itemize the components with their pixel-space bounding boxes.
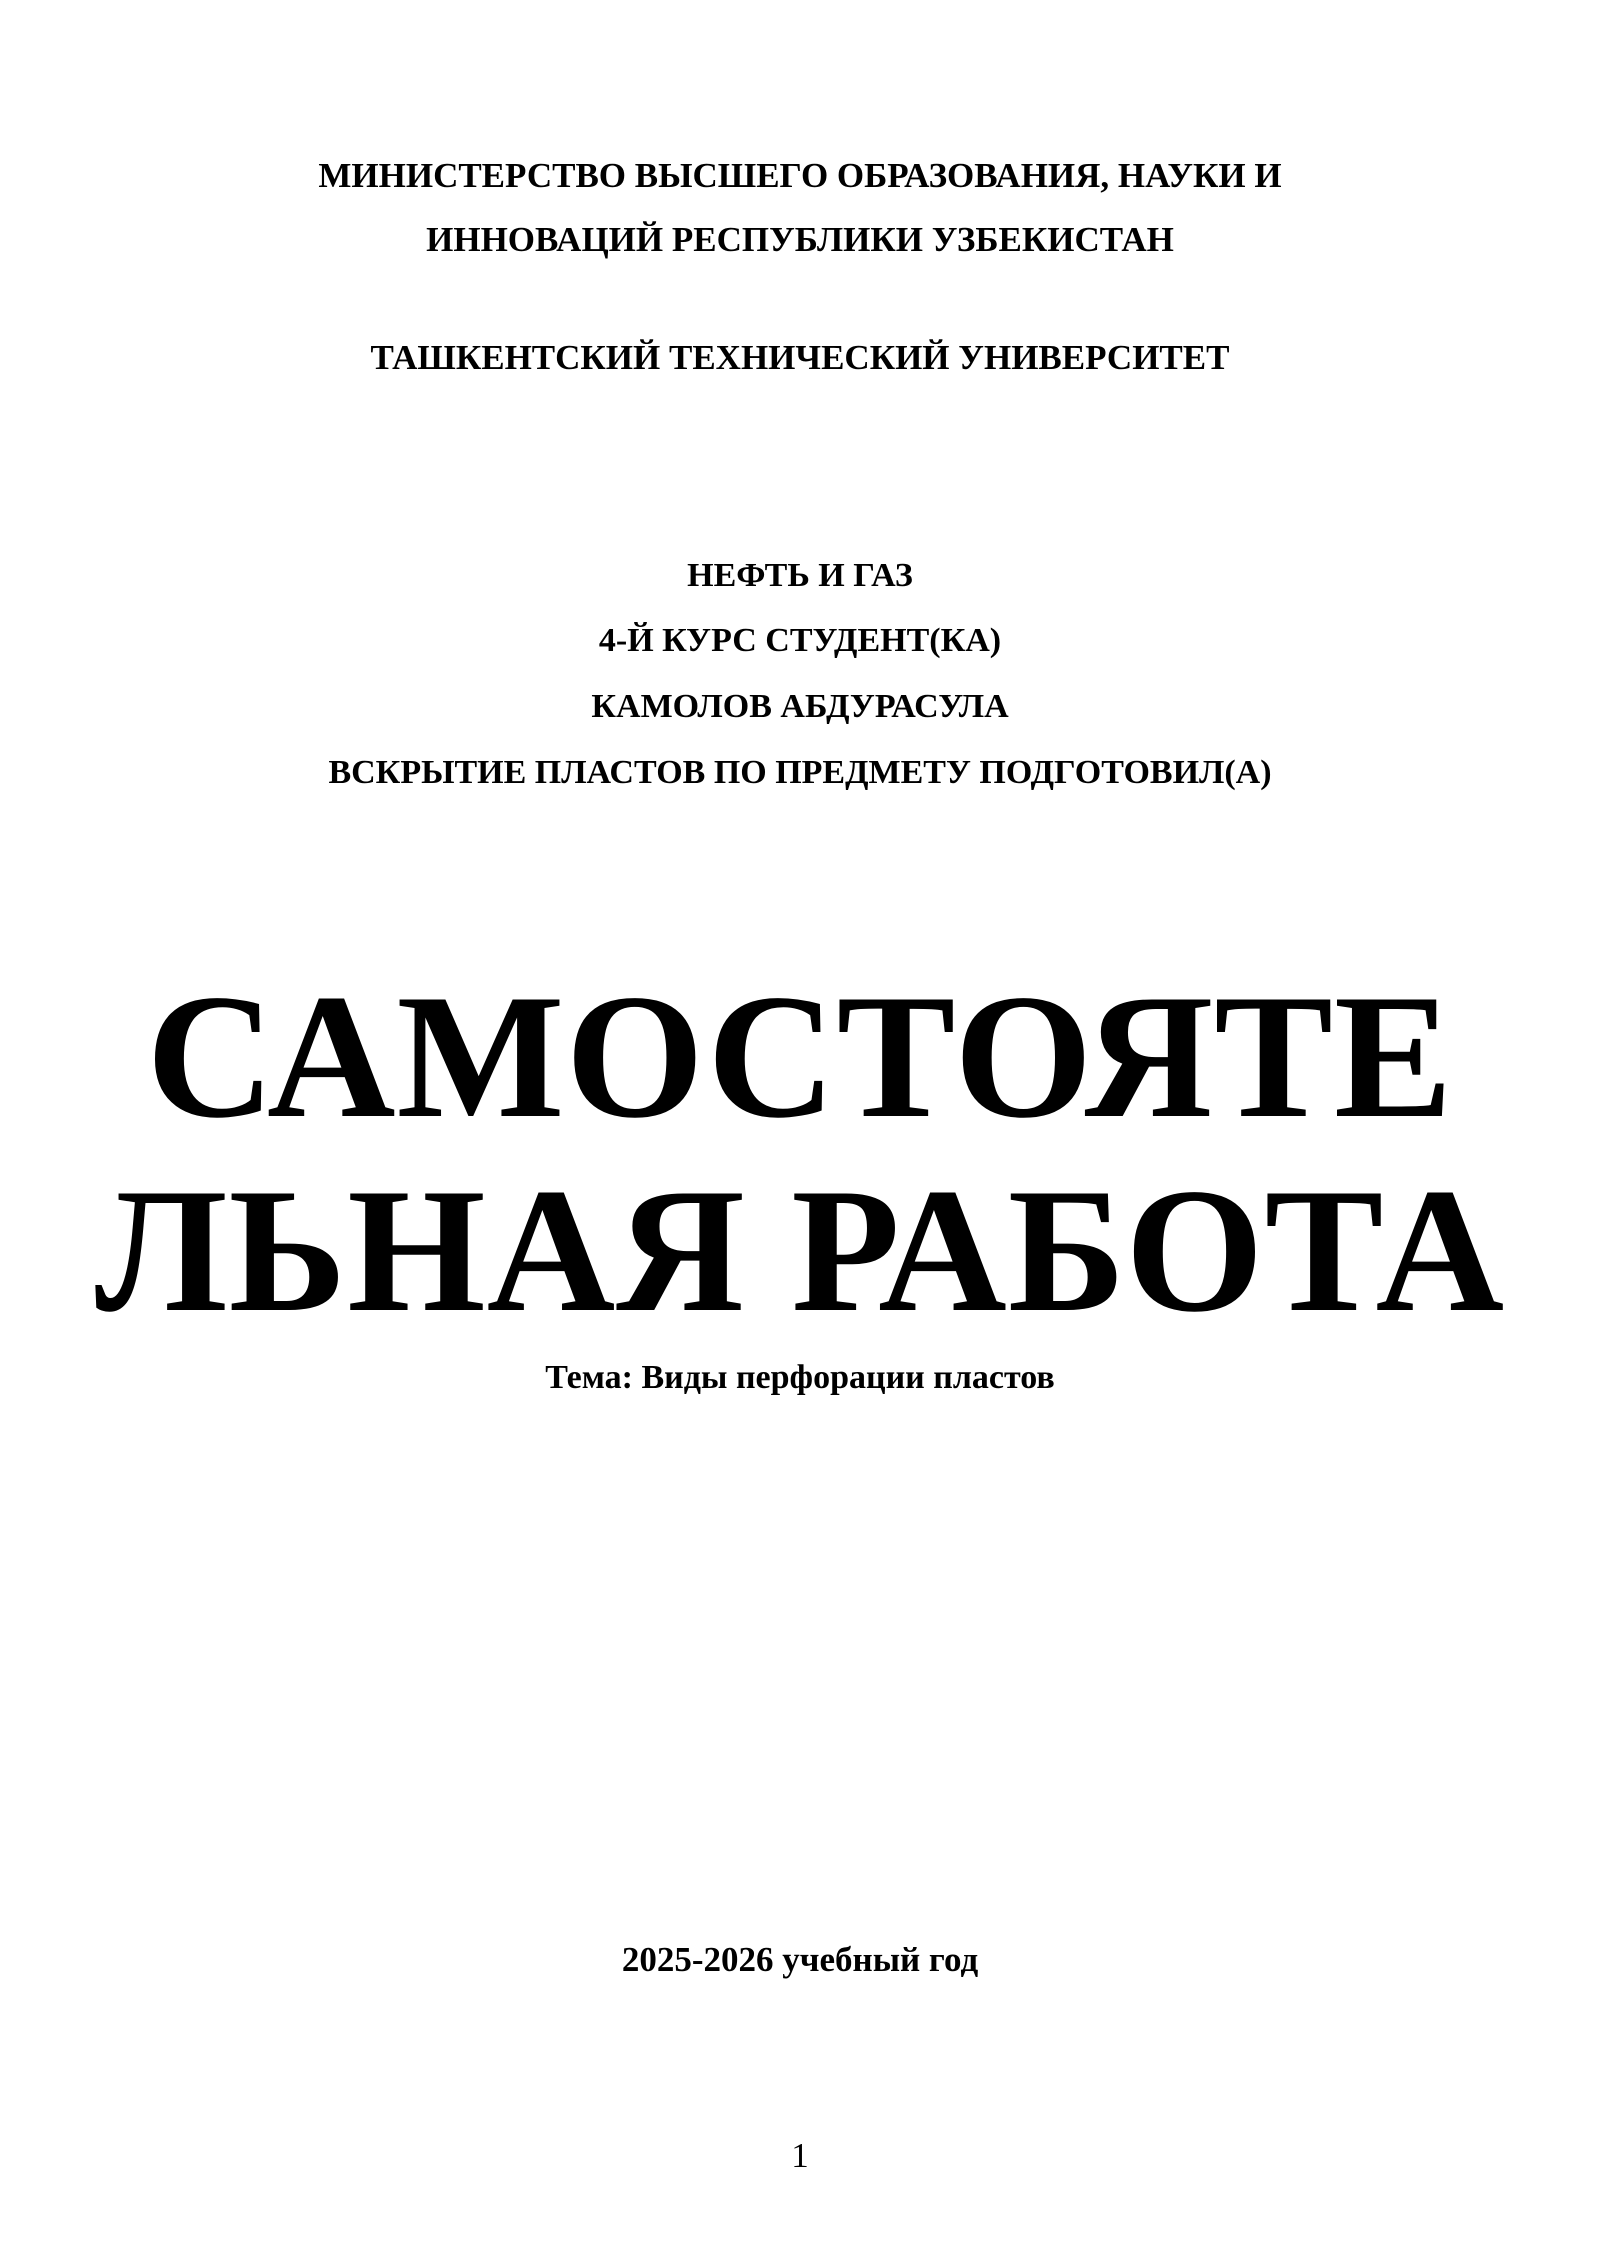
document-title-line-2: ЛЬНАЯ РАБОТА [94,1151,1506,1349]
page-number: 1 [791,2136,809,2175]
document-title-line-1: САМОСТОЯТЕ [146,957,1454,1155]
ministry-line-2: ИННОВАЦИЙ РЕСПУБЛИКИ УЗБЕКИСТАН [426,220,1174,259]
university-name: ТАШКЕНТСКИЙ ТЕХНИЧЕСКИЙ УНИВЕРСИТЕТ [370,338,1230,377]
student-name: КАМОЛОВ АБДУРАСУЛА [591,688,1009,725]
topic-line: Тема: Виды перфорации пластов [545,1359,1055,1396]
faculty-name: НЕФТЬ И ГАЗ [687,557,913,594]
academic-year: 2025-2026 учебный год [621,1940,979,1979]
course-line: 4-Й КУРС СТУДЕНТ(КА) [598,622,1002,659]
subject-line: ВСКРЫТИЕ ПЛАСТОВ ПО ПРЕДМЕТУ ПОДГОТОВИЛ(А) [328,754,1272,791]
ministry-line-1: МИНИСТЕРСТВО ВЫСШЕГО ОБРАЗОВАНИЯ, НАУКИ И [318,156,1282,195]
